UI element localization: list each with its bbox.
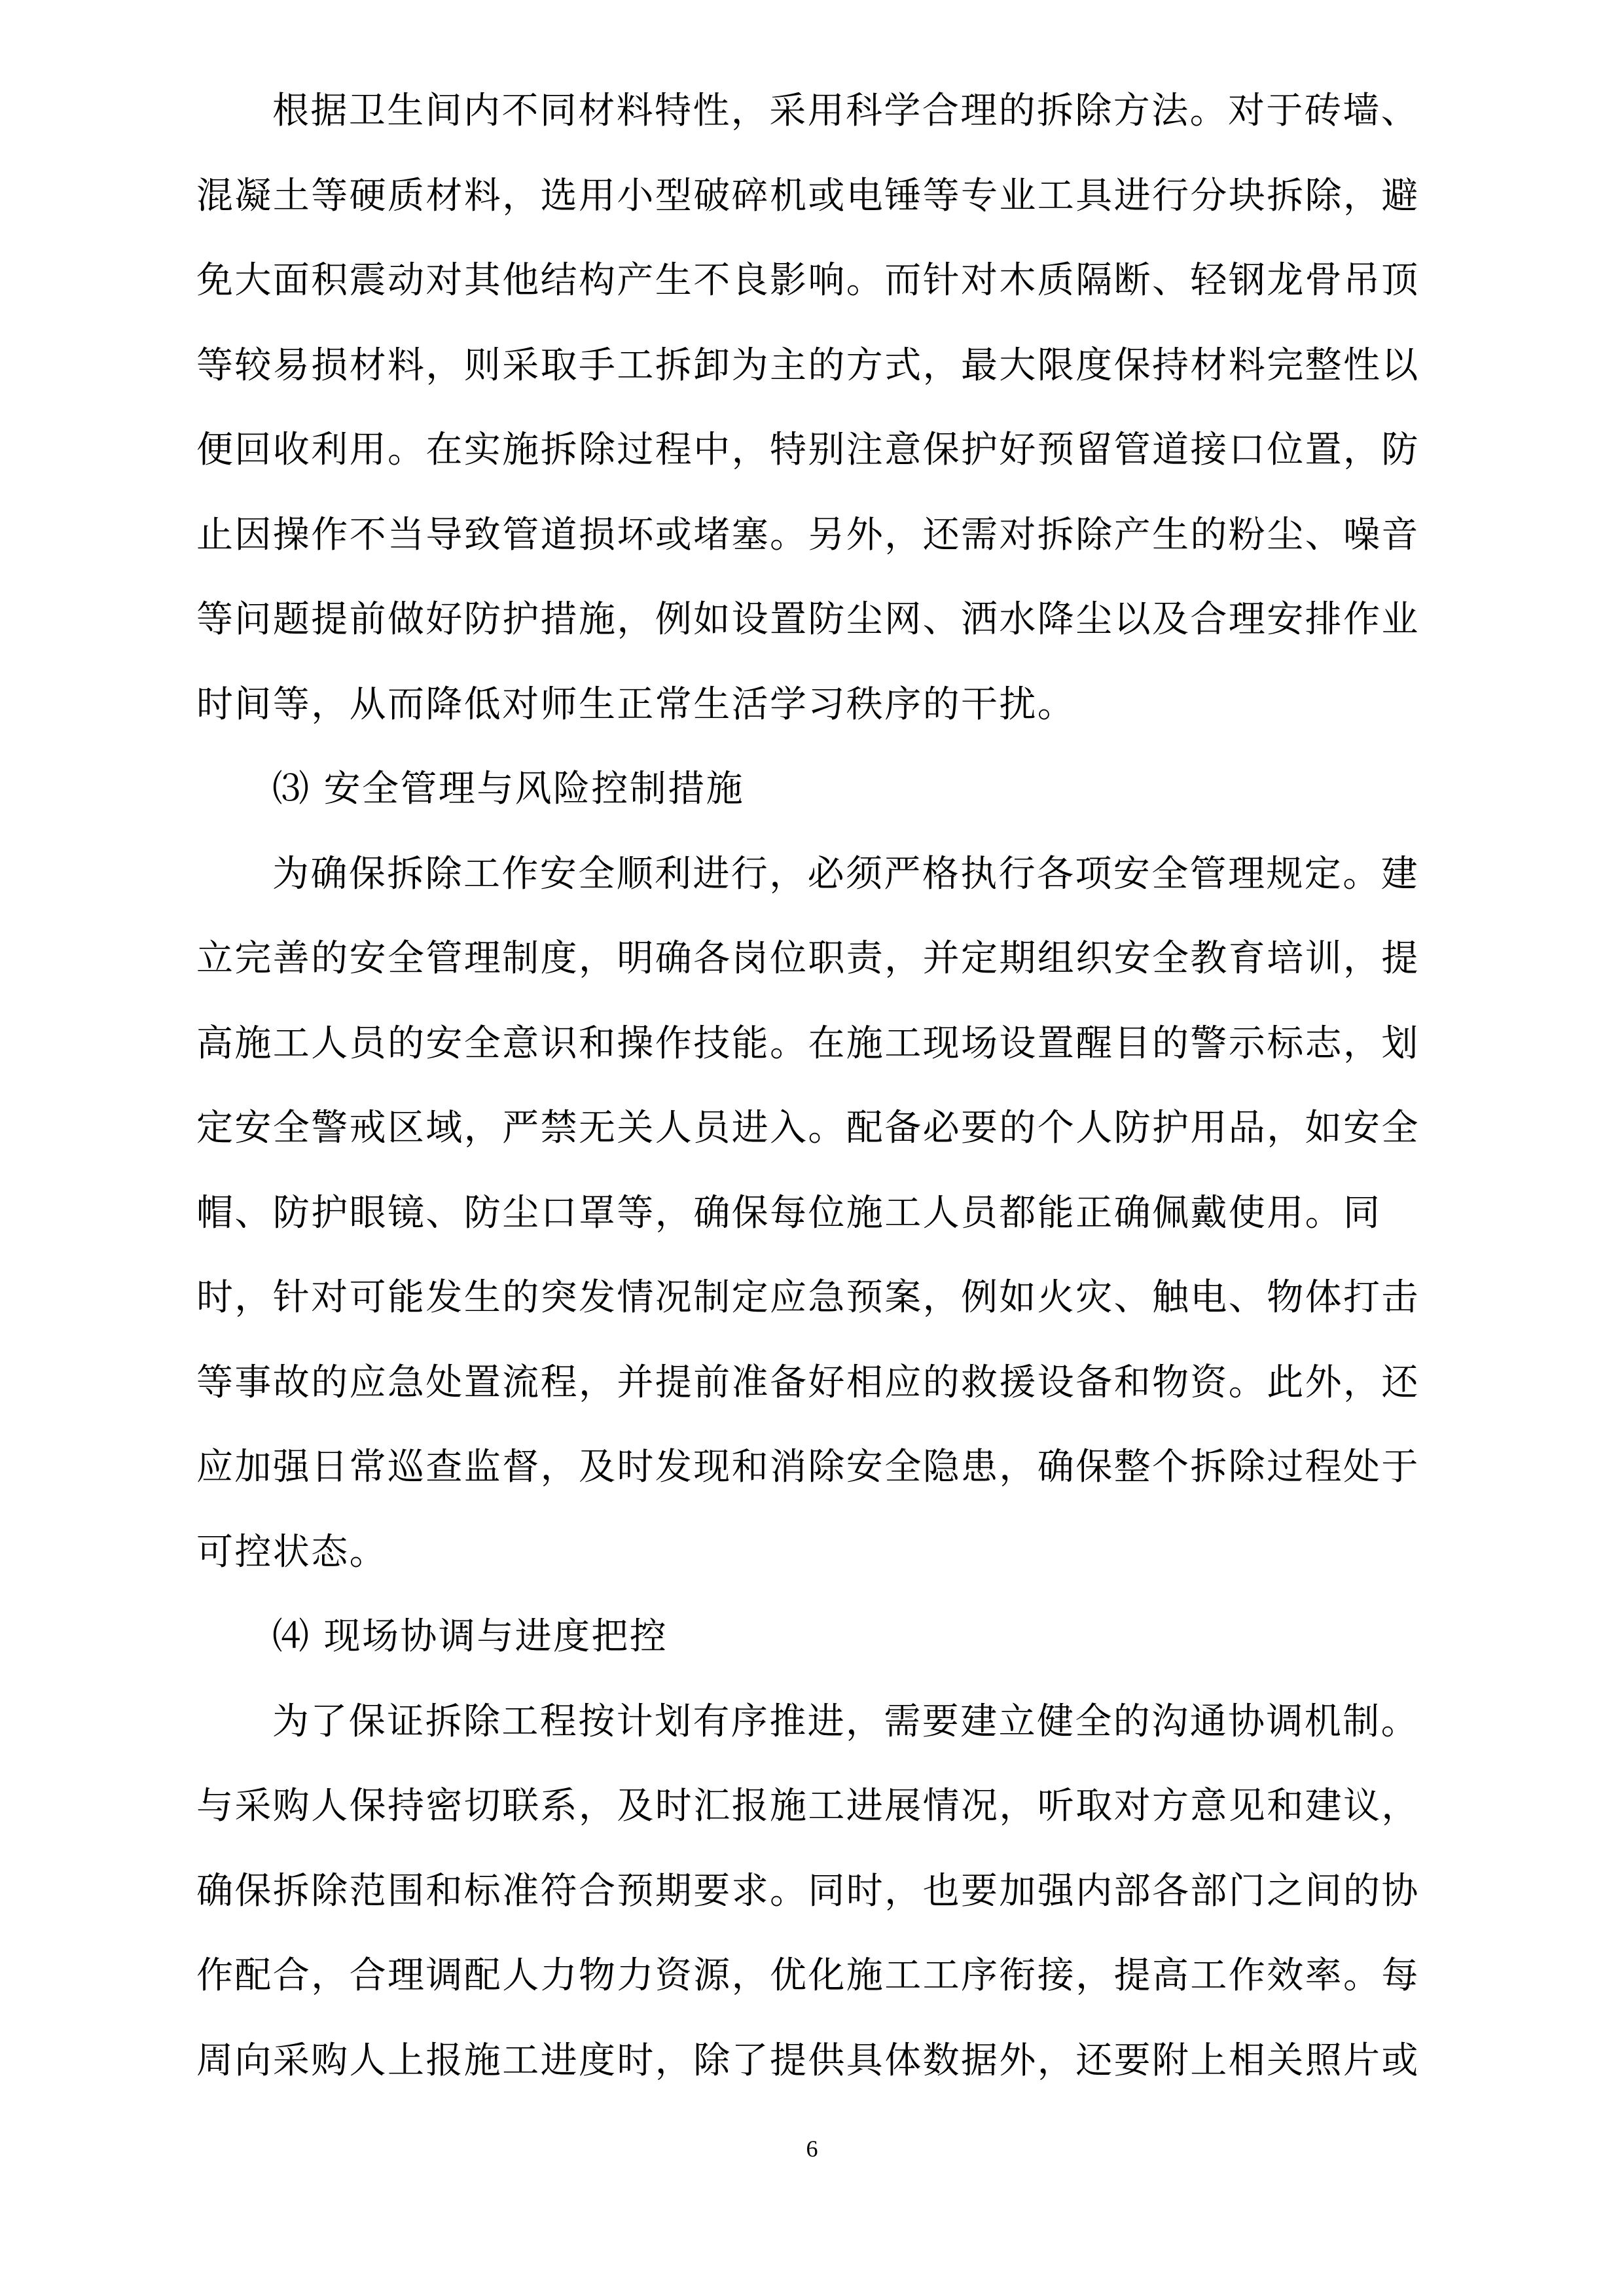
paragraph-line: 为了保证拆除工程按计划有序推进，需要建立健全的沟通协调机制。 [272,1700,1419,1743]
paragraph-line: 为确保拆除工作安全顺利进行，必须严格执行各项安全管理规定。建 [272,852,1419,895]
paragraph-line: 立完善的安全管理制度，明确各岗位职责，并定期组织安全教育培训，提 [196,937,1420,980]
paragraph-line: 帽、防护眼镜、防尘口罩等，确保每位施工人员都能正确佩戴使用。同 [196,1191,1382,1234]
paragraph-line: 高施工人员的安全意识和操作技能。在施工现场设置醒目的警示标志，划 [196,1022,1420,1065]
paragraph-line: 等问题提前做好防护措施，例如设置防尘网、洒水降尘以及合理安排作业 [196,598,1420,641]
paragraph-line: 定安全警戒区域，严禁无关人员进入。配备必要的个人防护用品，如安全 [196,1107,1420,1149]
paragraph-line: 时，针对可能发生的突发情况制定应急预案，例如火灾、触电、物体打击 [196,1276,1420,1319]
paragraph-line: 周向采购人上报施工进度时，除了提供具体数据外，还要附上相关照片或 [196,2039,1420,2082]
paragraph-line: 应加强日常巡查监督，及时发现和消除安全隐患，确保整个拆除过程处于 [196,1446,1420,1488]
document-body [196,69,1427,2103]
paragraph-line: 止因操作不当导致管道损坏或堵塞。另外，还需对拆除产生的粉尘、噪音 [196,513,1420,556]
section-heading: ⑶ 安全管理与风险控制措施 [272,768,745,810]
section-heading: ⑷ 现场协调与进度把控 [272,1615,668,1658]
paragraph-line: 混凝土等硬质材料，选用小型破碎机或电锤等专业工具进行分块拆除，避 [196,174,1420,217]
paragraph-line: 等较易损材料，则采取手工拆卸为主的方式，最大限度保持材料完整性以 [196,344,1420,387]
page-number: 6 [806,2136,818,2162]
paragraph-line: 确保拆除范围和标准符合预期要求。同时，也要加强内部各部门之间的协 [196,1869,1420,1912]
paragraph-line: 时间等，从而降低对师生正常生活学习秩序的干扰。 [196,683,1076,726]
paragraph-line: 根据卫生间内不同材料特性，采用科学合理的拆除方法。对于砖墙、 [272,90,1419,132]
paragraph-line: 可控状态。 [196,1530,388,1573]
paragraph-line: 等事故的应急处置流程，并提前准备好相应的救援设备和物资。此外，还 [196,1361,1420,1404]
paragraph-line: 便回收利用。在实施拆除过程中，特别注意保护好预留管道接口位置，防 [196,429,1420,471]
paragraph-line: 作配合，合理调配人力物力资源，优化施工工序衔接，提高工作效率。每 [196,1954,1420,1997]
paragraph-line: 免大面积震动对其他结构产生不良影响。而针对木质隔断、轻钢龙骨吊顶 [196,259,1420,302]
paragraph-line: 与采购人保持密切联系，及时汇报施工进展情况，听取对方意见和建议， [196,1785,1420,1827]
